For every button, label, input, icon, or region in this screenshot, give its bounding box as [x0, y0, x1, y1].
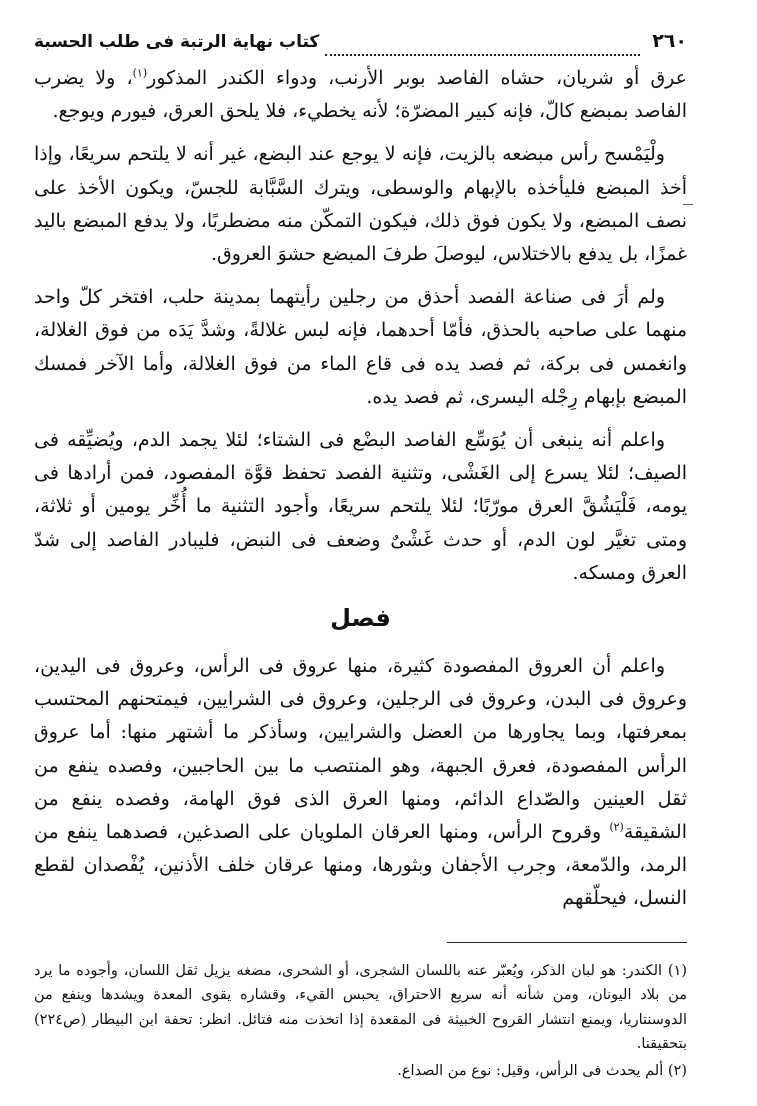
- footnote-2: (٢) ألم يحدث فى الرأس، وقيل: نوع من الصداع.: [397, 1062, 687, 1079]
- margin-mark: [683, 204, 693, 205]
- section-heading: فصل: [330, 604, 391, 633]
- paragraph-2: [34, 138, 687, 271]
- paragraph-text: ولْيَمْسح رأس مبضعه بالزيت، فإنه لا يوجع عند البضع، غير أنه لا يلتحم سريعًا، وإذا أخذ المبضع فليأخذه بالإبهام والوسطى، ويترك السَّبَّابة للجسّ، ويكون الأخذ على نصف المبضع، ولا يكون فوق ذلك، فيكون التمكّن منه مضطربًا، ولا يدفع المبضع باليد غمزًا، بل يدفع بالاختلاس، ليوصلَ طرفَ المبضع حشوَ العروق.: [34, 143, 687, 266]
- footnote-ref-2[interactable]: (٢): [609, 820, 624, 834]
- paragraph-text: ولم أرَ فى صناعة الفصد أحذق من رجلين رأيتهما بمدينة حلب، افتخر كلّ واحد منهما على صاحبه بالحذق، فأمّا أحدهما، فإنه لبس غلالةً، وشدَّ يَدَه من فوق الغلالة، وانغمس فى بركة، ثم فصد يده فى قاع الماء من فوق الغلالة، وأما الآخر فمسك المبضع بإبهام رِجْله اليسرى، ثم فصد يده.: [34, 286, 687, 408]
- running-header: [34, 30, 687, 60]
- paragraph-text: واعلم أن العروق المفصودة كثيرة، منها عروق فى الرأس، وعروق فى اليدين، وعروق فى البدن، وعروق فى الرجلين، وعروق فى الشرايين، فيمتحنهم المحتسب بمعرفتها، وبما يجاورها من العضل والشرايين، وسأذكر ما أشتهر منها: أما عروق الرأس المفصودة، فعرق الجبهة، وهو المنتصب ما بين الحاجبين، وفصده ينفع من ثقل العينين والصّداع الدائم، ومنها العرق الذى فوق الهامة، وفصده ينفع من الشقيقة: [34, 655, 687, 844]
- page-number: ٢٦٠: [652, 30, 687, 52]
- paragraph-text: عرق أو شريان، حشاه الفاصد بوبر الأرنب، ودواء الكندر المذكور: [147, 67, 687, 89]
- footnote-separator: [447, 942, 687, 943]
- running-title: كتاب نهاية الرتبة فى طلب الحسبة: [34, 32, 320, 52]
- paragraph-3: [34, 281, 687, 414]
- header-dot-leader: [325, 54, 640, 56]
- paragraph-1: [34, 62, 687, 128]
- paragraph-4: [34, 424, 687, 590]
- paragraph-text: ، ولا يضرب الفاصد بمبضع كالّ، فإنه كبير المضرّة؛ لأنه يخطيء، فلا يلحق العرق، فيورم ويوجع.: [34, 67, 687, 123]
- section-paragraph: [34, 650, 687, 916]
- footnote-ref-1[interactable]: (١): [132, 66, 148, 80]
- footnote-1: (١) الكندر: هو لبان الذكر، ويُعبّر عنه باللسان الشجرى، أو الشحرى، مضغه يزيل ثقل اللسان، وأجوده ما يرد من بلاد اليونان، ومن شأنه أنه سريع الاحتراق، يحبس القيء، وقشاره يقوى المعدة ويشدها وينفع من الدوسنتاريا، ويمنع انتشار القروح الخبيثة فى المقعدة إذا اتخذت منه فتائل. انظر: تحفة ابن البيطار (ص٢٢٤) بتحقيقنا.: [34, 962, 687, 1053]
- paragraph-text: واعلم أنه ينبغى أن يُوَسِّع الفاصد البضْع فى الشتاء؛ لئلا يجمد الدم، ويُضيِّقه فى الصيف؛ لئلا يسرع إلى الغَشْى، وتثنية الفصد تحفظ قوَّة المفصود، فمن أرادها فى يومه، فَلْيَشُقَّ العرق مورّبًا؛ لئلا يلتحم سريعًا، وأجود التثنية ما أُخِّر يومين أو ثلاثة، ومتى تغيَّر لون الدم، أو حدث غَشْىٌ وضعف فى النبض، فليبادر الفاصد إلى شدّ العرق ومسكه.: [34, 429, 687, 584]
- paragraph-text: وقروح الرأس، ومنها العرقان الملويان على الصدغين، فصدهما ينفع من الرمد، والدّمعة، وجرب الأجفان وبثورها، ومنها عرقان خلف الأذنين، يُفْصدان لقطع النسل، فيحلّقهم: [34, 821, 687, 910]
